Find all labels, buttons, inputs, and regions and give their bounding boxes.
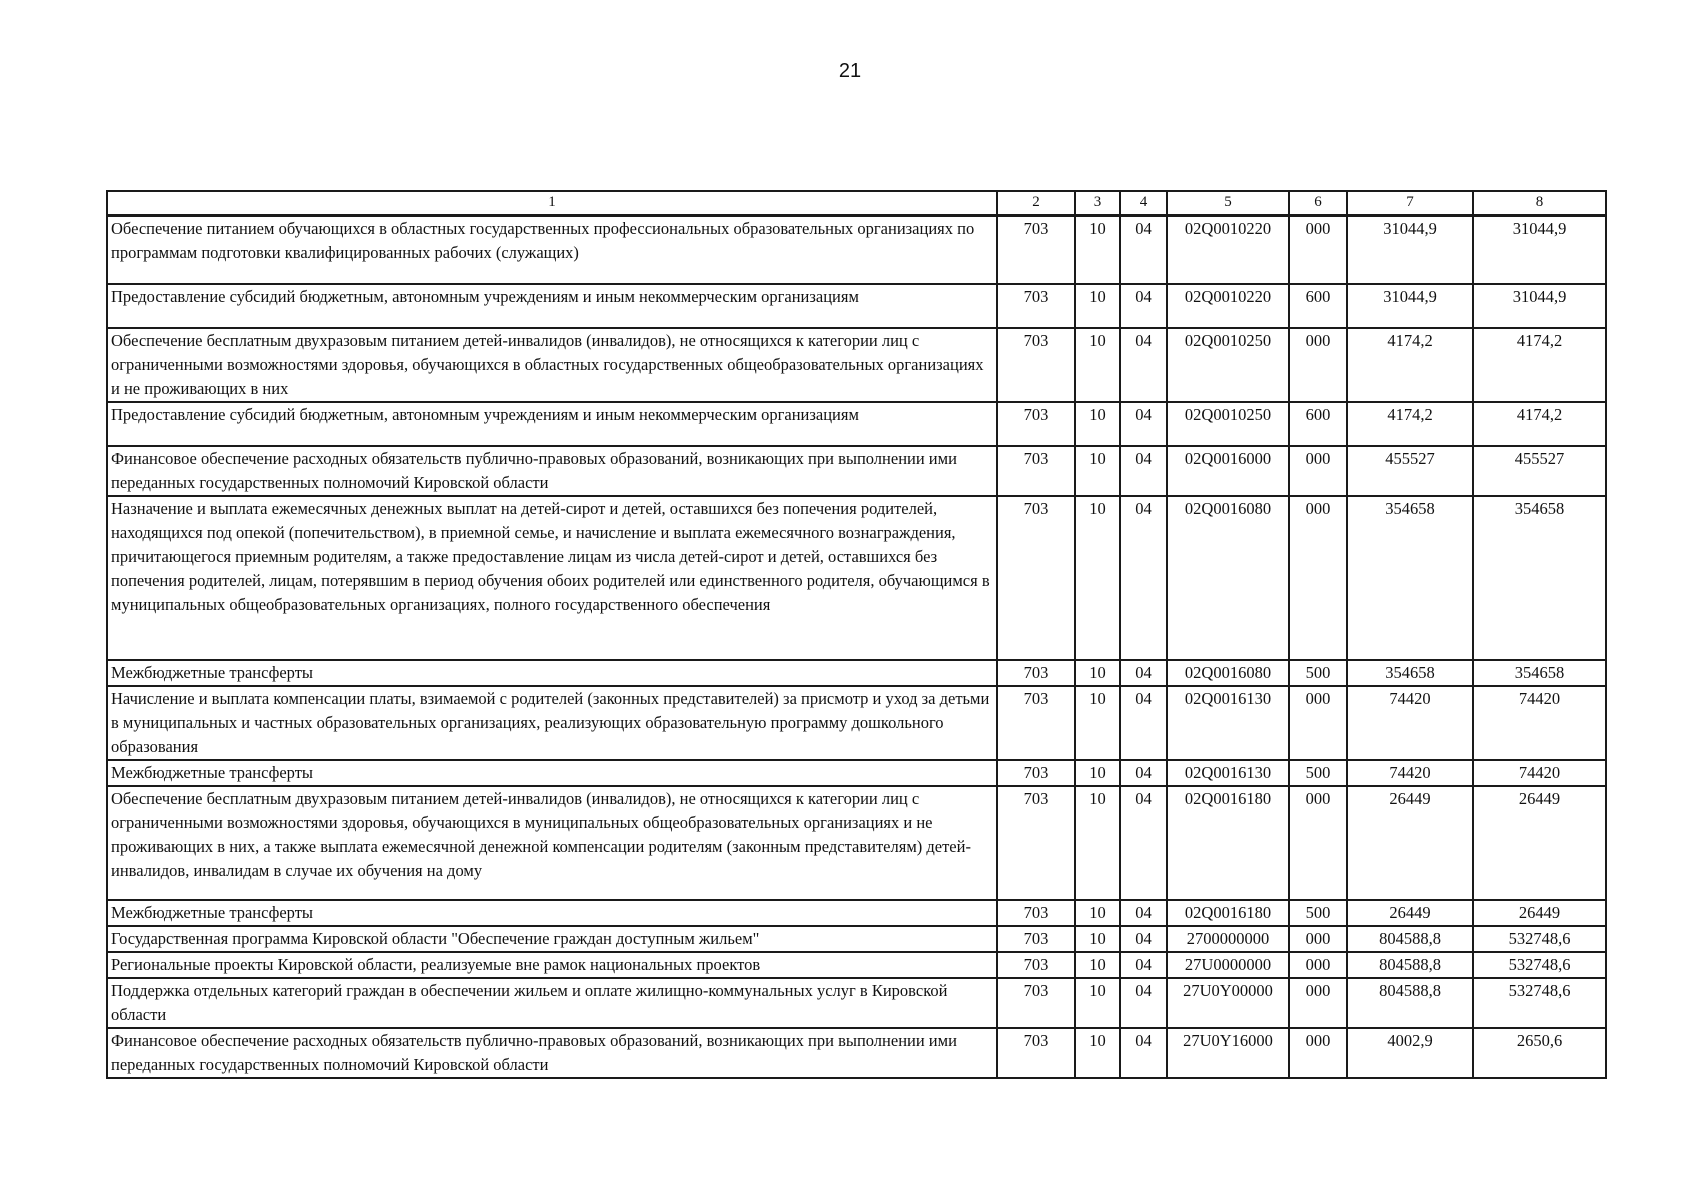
cell-target-code: 02Q0016130 <box>1167 760 1289 786</box>
cell-subsection-item: 04 <box>1120 402 1167 446</box>
cell-amount-1: 26449 <box>1347 900 1473 926</box>
budget-table <box>106 190 1607 1079</box>
cell-subsection: 10 <box>1075 900 1120 926</box>
table-row <box>107 926 1606 952</box>
page-number: 21 <box>838 60 862 82</box>
cell-section: 703 <box>997 660 1075 686</box>
cell-name: Государственная программа Кировской области "Обеспечение граждан доступным жильем" <box>107 926 997 952</box>
header-cell: 7 <box>1347 191 1473 216</box>
cell-subsection: 10 <box>1075 786 1120 900</box>
header-cell: 8 <box>1473 191 1606 216</box>
cell-subsection: 10 <box>1075 216 1120 284</box>
cell-amount-2: 354658 <box>1473 496 1606 660</box>
cell-target-code: 02Q0016080 <box>1167 496 1289 660</box>
cell-subsection-item: 04 <box>1120 496 1167 660</box>
cell-expense-type: 500 <box>1289 660 1347 686</box>
cell-name: Межбюджетные трансферты <box>107 760 997 786</box>
table-row <box>107 900 1606 926</box>
cell-name: Финансовое обеспечение расходных обязательств публично-правовых образований, возникающих при выполнении ими переданных государственных полномочий Кировской области <box>107 1028 997 1078</box>
cell-amount-1: 74420 <box>1347 760 1473 786</box>
table-row <box>107 978 1606 1028</box>
cell-subsection-item: 04 <box>1120 926 1167 952</box>
cell-expense-type: 500 <box>1289 900 1347 926</box>
cell-subsection: 10 <box>1075 952 1120 978</box>
cell-subsection: 10 <box>1075 446 1120 496</box>
cell-target-code: 02Q0016000 <box>1167 446 1289 496</box>
cell-amount-1: 31044,9 <box>1347 284 1473 328</box>
cell-section: 703 <box>997 760 1075 786</box>
cell-subsection-item: 04 <box>1120 760 1167 786</box>
cell-amount-2: 532748,6 <box>1473 926 1606 952</box>
table-row <box>107 660 1606 686</box>
cell-subsection-item: 04 <box>1120 660 1167 686</box>
table-row <box>107 496 1606 660</box>
cell-section: 703 <box>997 686 1075 760</box>
cell-expense-type: 000 <box>1289 446 1347 496</box>
cell-amount-2: 455527 <box>1473 446 1606 496</box>
cell-expense-type: 000 <box>1289 328 1347 402</box>
cell-amount-1: 4002,9 <box>1347 1028 1473 1078</box>
cell-name: Обеспечение питанием обучающихся в областных государственных профессиональных образовательных организациях по программам подготовки квалифицированных рабочих (служащих) <box>107 216 997 284</box>
header-cell: 3 <box>1075 191 1120 216</box>
header-cell: 4 <box>1120 191 1167 216</box>
cell-target-code: 02Q0010220 <box>1167 284 1289 328</box>
cell-subsection: 10 <box>1075 284 1120 328</box>
table-row <box>107 284 1606 328</box>
cell-subsection: 10 <box>1075 496 1120 660</box>
cell-amount-1: 4174,2 <box>1347 402 1473 446</box>
cell-subsection: 10 <box>1075 1028 1120 1078</box>
cell-amount-1: 455527 <box>1347 446 1473 496</box>
cell-target-code: 02Q0016130 <box>1167 686 1289 760</box>
cell-target-code: 2700000000 <box>1167 926 1289 952</box>
cell-name: Межбюджетные трансферты <box>107 900 997 926</box>
cell-name: Поддержка отдельных категорий граждан в обеспечении жильем и оплате жилищно-коммунальных услуг в Кировской области <box>107 978 997 1028</box>
cell-target-code: 02Q0016080 <box>1167 660 1289 686</box>
cell-expense-type: 000 <box>1289 1028 1347 1078</box>
cell-expense-type: 000 <box>1289 926 1347 952</box>
cell-subsection: 10 <box>1075 978 1120 1028</box>
cell-subsection: 10 <box>1075 660 1120 686</box>
table-row <box>107 786 1606 900</box>
cell-expense-type: 500 <box>1289 760 1347 786</box>
table-row <box>107 446 1606 496</box>
cell-target-code: 27U0Y16000 <box>1167 1028 1289 1078</box>
cell-expense-type: 600 <box>1289 284 1347 328</box>
header-cell: 6 <box>1289 191 1347 216</box>
cell-expense-type: 000 <box>1289 786 1347 900</box>
cell-amount-2: 31044,9 <box>1473 216 1606 284</box>
cell-name: Обеспечение бесплатным двухразовым питанием детей-инвалидов (инвалидов), не относящихся к категории лиц с ограниченными возможностями здоровья, обучающихся в муниципальных общеобразовательных организациях и не проживающих в них, а также выплата ежемесячной денежной компенсации родителям (законным представителям) детей-инвалидов, инвалидам в случае их обучения на дому <box>107 786 997 900</box>
cell-section: 703 <box>997 1028 1075 1078</box>
cell-amount-2: 4174,2 <box>1473 328 1606 402</box>
cell-amount-1: 354658 <box>1347 496 1473 660</box>
cell-amount-1: 31044,9 <box>1347 216 1473 284</box>
cell-target-code: 02Q0016180 <box>1167 786 1289 900</box>
cell-name: Назначение и выплата ежемесячных денежных выплат на детей-сирот и детей, оставшихся без попечения родителей, находящихся под опекой (попечительством), в приемной семье, и начисление и выплата ежемесячного вознаграждения, причитающегося приемным родителям, а также предоставление лицам из числа детей-сирот и детей, оставшихся без попечения родителей, лицам, потерявшим в период обучения обоих родителей или единственного родителя, обучающимся в муниципальных общеобразовательных организациях, полного государственного обеспечения <box>107 496 997 660</box>
cell-amount-1: 804588,8 <box>1347 978 1473 1028</box>
cell-amount-1: 26449 <box>1347 786 1473 900</box>
table-row <box>107 328 1606 402</box>
cell-target-code: 02Q0010220 <box>1167 216 1289 284</box>
cell-target-code: 02Q0010250 <box>1167 402 1289 446</box>
cell-section: 703 <box>997 926 1075 952</box>
cell-name: Финансовое обеспечение расходных обязательств публично-правовых образований, возникающих при выполнении ими переданных государственных полномочий Кировской области <box>107 446 997 496</box>
cell-amount-2: 4174,2 <box>1473 402 1606 446</box>
cell-amount-2: 26449 <box>1473 786 1606 900</box>
cell-expense-type: 000 <box>1289 686 1347 760</box>
cell-amount-2: 2650,6 <box>1473 1028 1606 1078</box>
table-row <box>107 952 1606 978</box>
cell-subsection-item: 04 <box>1120 786 1167 900</box>
cell-subsection-item: 04 <box>1120 1028 1167 1078</box>
cell-subsection-item: 04 <box>1120 952 1167 978</box>
cell-amount-1: 804588,8 <box>1347 952 1473 978</box>
cell-subsection: 10 <box>1075 686 1120 760</box>
cell-amount-1: 804588,8 <box>1347 926 1473 952</box>
cell-expense-type: 000 <box>1289 496 1347 660</box>
cell-target-code: 27U0Y00000 <box>1167 978 1289 1028</box>
cell-section: 703 <box>997 328 1075 402</box>
cell-subsection-item: 04 <box>1120 284 1167 328</box>
cell-subsection-item: 04 <box>1120 900 1167 926</box>
header-row <box>107 191 1606 216</box>
cell-subsection: 10 <box>1075 402 1120 446</box>
table-body <box>107 216 1606 1078</box>
cell-target-code: 27U0000000 <box>1167 952 1289 978</box>
cell-amount-1: 4174,2 <box>1347 328 1473 402</box>
cell-subsection-item: 04 <box>1120 978 1167 1028</box>
cell-subsection-item: 04 <box>1120 446 1167 496</box>
cell-section: 703 <box>997 786 1075 900</box>
cell-target-code: 02Q0016180 <box>1167 900 1289 926</box>
table-row <box>107 402 1606 446</box>
cell-amount-2: 532748,6 <box>1473 978 1606 1028</box>
table-row <box>107 686 1606 760</box>
cell-section: 703 <box>997 496 1075 660</box>
cell-amount-2: 532748,6 <box>1473 952 1606 978</box>
table-row <box>107 1028 1606 1078</box>
cell-name: Межбюджетные трансферты <box>107 660 997 686</box>
cell-expense-type: 000 <box>1289 216 1347 284</box>
header-cell: 5 <box>1167 191 1289 216</box>
cell-amount-2: 31044,9 <box>1473 284 1606 328</box>
cell-section: 703 <box>997 978 1075 1028</box>
cell-subsection: 10 <box>1075 328 1120 402</box>
cell-name: Предоставление субсидий бюджетным, автономным учреждениям и иным некоммерческим организациям <box>107 284 997 328</box>
cell-amount-2: 74420 <box>1473 760 1606 786</box>
table-row <box>107 760 1606 786</box>
cell-section: 703 <box>997 900 1075 926</box>
cell-expense-type: 600 <box>1289 402 1347 446</box>
cell-amount-1: 74420 <box>1347 686 1473 760</box>
cell-amount-2: 26449 <box>1473 900 1606 926</box>
cell-expense-type: 000 <box>1289 952 1347 978</box>
cell-subsection-item: 04 <box>1120 686 1167 760</box>
cell-section: 703 <box>997 446 1075 496</box>
cell-target-code: 02Q0010250 <box>1167 328 1289 402</box>
cell-subsection-item: 04 <box>1120 328 1167 402</box>
cell-section: 703 <box>997 216 1075 284</box>
cell-subsection: 10 <box>1075 926 1120 952</box>
cell-name: Предоставление субсидий бюджетным, автономным учреждениям и иным некоммерческим организациям <box>107 402 997 446</box>
cell-subsection-item: 04 <box>1120 216 1167 284</box>
cell-amount-1: 354658 <box>1347 660 1473 686</box>
table-row <box>107 216 1606 284</box>
cell-name: Обеспечение бесплатным двухразовым питанием детей-инвалидов (инвалидов), не относящихся к категории лиц с ограниченными возможностями здоровья, обучающихся в областных государственных общеобразовательных организациях и не проживающих в них <box>107 328 997 402</box>
header-cell: 1 <box>107 191 997 216</box>
cell-section: 703 <box>997 402 1075 446</box>
cell-amount-2: 74420 <box>1473 686 1606 760</box>
cell-name: Начисление и выплата компенсации платы, взимаемой с родителей (законных представителей) за присмотр и уход за детьми в муниципальных и частных образовательных организациях, реализующих образовательную программу дошкольного образования <box>107 686 997 760</box>
cell-amount-2: 354658 <box>1473 660 1606 686</box>
cell-section: 703 <box>997 952 1075 978</box>
cell-expense-type: 000 <box>1289 978 1347 1028</box>
cell-subsection: 10 <box>1075 760 1120 786</box>
header-cell: 2 <box>997 191 1075 216</box>
cell-section: 703 <box>997 284 1075 328</box>
cell-name: Региональные проекты Кировской области, реализуемые вне рамок национальных проектов <box>107 952 997 978</box>
